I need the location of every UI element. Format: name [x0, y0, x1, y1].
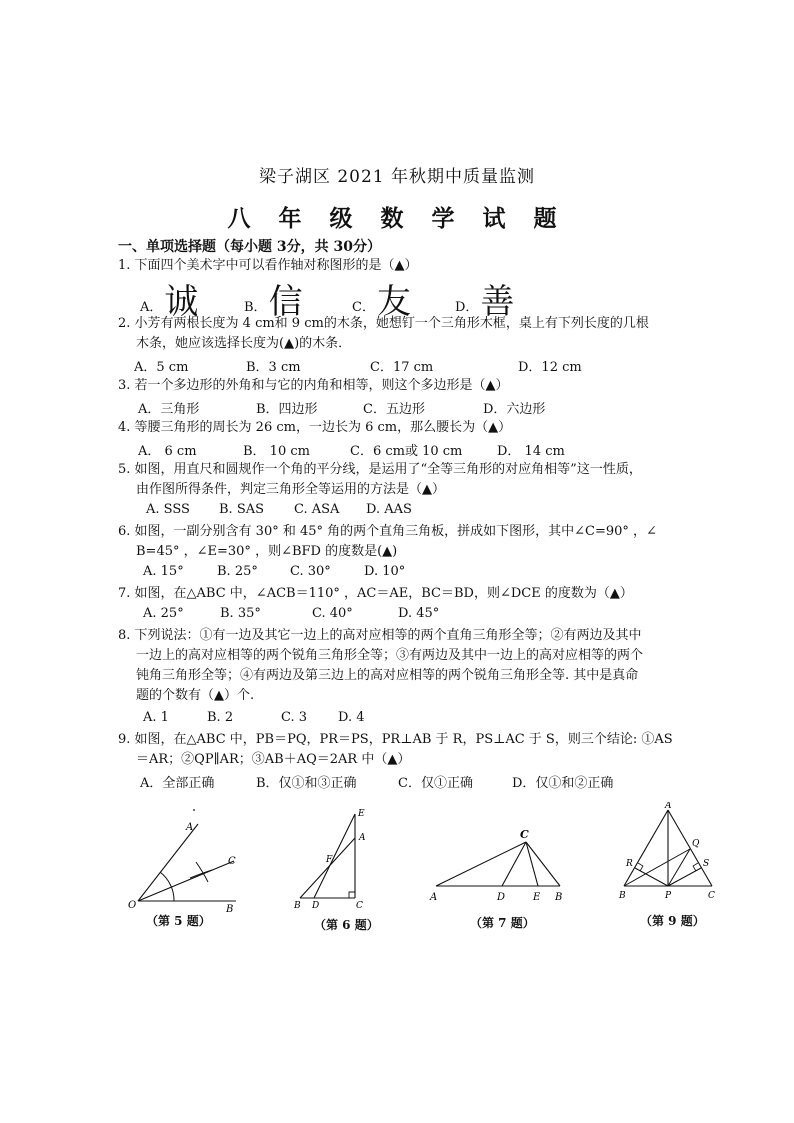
question-2: 2. 小芳有两根长度为 4 cm和 9 cm的木条，她想钉一个三角形木框，桌上有下列长度的几根 木条，她应该选择长度为(▲)的木条． [118, 316, 649, 351]
figure-q5-angle-bisector [124, 806, 244, 916]
q1-option-a: A．诚 [140, 282, 199, 322]
q9-option-a: A．全部正确 [140, 776, 215, 791]
figure-q9-triangle [614, 802, 724, 906]
q8-option-c: C. 3 [281, 710, 308, 725]
fig9-caption: （第 9 题） [640, 914, 705, 928]
question-3: 3. 若一个多边形的外角和与它的内角和相等，则这个多边形是（▲） [118, 378, 509, 393]
question-6: 6. 如图，一副分别含有 30° 和 45° 角的两个直角三角板，拼成如下图形，其中∠C=90° ，∠ B=45° ，∠E=30° ，则∠BFD 的度数是(▲) [118, 524, 657, 559]
q3-option-b: B．四边形 [256, 402, 318, 417]
q5-option-b: B. SAS [219, 502, 265, 517]
question-4: 4. 等腰三角形的周长为 26 cm，一边长为 6 cm，那么腰长为（▲） [118, 420, 512, 435]
q9-option-b: B．仅①和③正确 [256, 776, 357, 791]
fig7-label-a: A [430, 892, 438, 903]
exam-subtitle: 八 年 级 数 学 试 题 [227, 205, 567, 232]
fig6-label-b: B [294, 901, 301, 911]
q1-option-d: D．善 [455, 282, 515, 322]
q6-option-c: C. 30° [290, 564, 331, 579]
q3-option-a: A．三角形 [138, 402, 200, 417]
fig5-label-o: O [128, 900, 137, 911]
q8-option-d: D. 4 [338, 710, 365, 725]
q8-option-b: B. 2 [207, 710, 234, 725]
fig7-label-c: C [520, 828, 529, 841]
fig9-label-s: S [703, 859, 710, 869]
fig7-label-e: E [533, 892, 541, 903]
q3-option-d: D．六边形 [483, 402, 546, 417]
fig6-label-a: A [359, 833, 366, 843]
q2-option-c: C．17 cm [370, 360, 434, 375]
fig5-label-b: B [226, 904, 234, 915]
fig9-label-b: B [619, 891, 626, 901]
fig6-label-c: C [356, 901, 363, 911]
fig9-label-a: A [665, 802, 672, 811]
q6-option-a: A. 15° [143, 564, 184, 579]
fig5-caption: （第 5 题） [146, 914, 211, 928]
q5-option-c: C. ASA [294, 502, 340, 517]
q6-option-b: B. 25° [217, 564, 258, 579]
q7-option-c: C. 40° [312, 606, 353, 621]
q4-option-c: C．6 cm或 10 cm [350, 444, 463, 459]
fig9-label-q: Q [692, 839, 700, 849]
fig6-label-e: E [358, 809, 365, 819]
fig9-label-r: R [626, 859, 633, 869]
exam-title: 梁子湖区 2021 年秋期中质量监测 [258, 167, 536, 187]
question-text: 1. 下面四个美术字中可以看作轴对称图形的是（▲） [118, 258, 418, 273]
fig9-label-p: P [665, 891, 672, 901]
fig7-label-d: D [497, 892, 506, 903]
question-9: 9. 如图，在△ABC 中，PB＝PQ，PR＝PS，PR⊥AB 于 R，PS⊥AC 于 S，则三个结论: ①AS ＝AR；②QP∥AR；③AB＋AQ＝2AR 中（▲） [118, 732, 673, 767]
q5-option-d: D. AAS [366, 502, 412, 517]
q6-option-d: D. 10° [364, 564, 406, 579]
q7-option-b: B. 35° [220, 606, 261, 621]
q8-option-a: A. 1 [143, 710, 169, 725]
fig6-label-f: F [326, 855, 333, 865]
q1-option-b: B．信 [244, 282, 303, 322]
figure-q7-triangle [424, 820, 576, 906]
fig7-caption: （第 7 题） [470, 916, 535, 930]
fig5-label-a: A [186, 822, 194, 833]
q7-option-a: A. 25° [143, 606, 184, 621]
q1-option-c: C．友 [352, 282, 411, 322]
question-8: 8. 下列说法：①有一边及其它一边上的高对应相等的两个直角三角形全等；②有两边及其中 一边上的高对应相等的两个锐角三角形全等；③有两边及其中一边上的高对应相等的两个 钝角三角形全等；④有两边及第三边上的高对应相等的两个锐角三角形全等. 其中是真命 题的个数有（▲）个. [118, 628, 644, 703]
question-7: 7. 如图，在△ABC 中，∠ACB＝110° ，AC＝AE，BC＝BD，则∠DCE 的度数为（▲） [118, 586, 633, 601]
fig5-label-c: C [228, 856, 236, 867]
q9-option-c: C．仅①正确 [398, 776, 473, 791]
q3-option-c: C．五边形 [363, 402, 425, 417]
figure-q6-set-squares [290, 806, 380, 912]
question-5: 5. 如图，用直尺和圆规作一个角的平分线，是运用了“全等三角形的对应角相等”这一性质， 由作图所得条件，判定三角形全等运用的方法是（▲） [118, 462, 642, 497]
question-1 [118, 256, 418, 276]
q4-option-a: A． 6 cm [138, 444, 197, 459]
q4-option-b: B． 10 cm [243, 444, 310, 459]
fig7-label-b: B [555, 892, 563, 903]
section-heading: 一、单项选择题（每小题 3分，共 30分） [118, 239, 381, 255]
fig6-label-d: D [312, 901, 320, 911]
q4-option-d: D． 14 cm [497, 444, 565, 459]
q5-option-a: A. SSS [146, 502, 190, 517]
q2-option-d: D．12 cm [518, 360, 582, 375]
fig6-caption: （第 6 题） [314, 918, 379, 932]
fig9-label-c: C [708, 891, 715, 901]
q2-option-a: A．5 cm [134, 360, 189, 375]
q7-option-d: D. 45° [398, 606, 440, 621]
q2-option-b: B．3 cm [246, 360, 301, 375]
q9-option-d: D．仅①和②正确 [512, 776, 614, 791]
